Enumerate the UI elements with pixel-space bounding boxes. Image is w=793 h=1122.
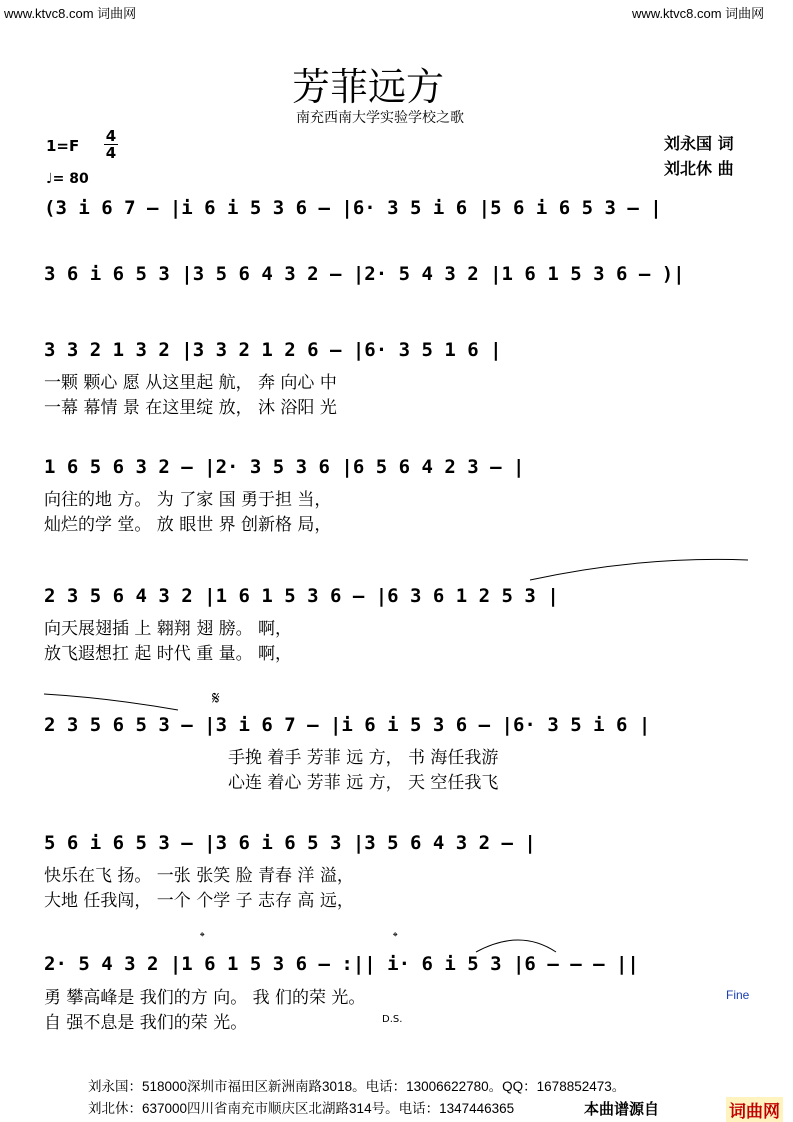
lyricist-credit: 刘永国 词 xyxy=(664,134,734,153)
score-row-8: 2· 5 4 3 2 |1 6 1 5 3 6 – :|| i· 6 i 5 3 |6 – – – || xyxy=(44,953,639,975)
song-title: 芳菲远方 xyxy=(292,65,445,109)
footer-contact-lyricist: 刘永国：518000深圳市福田区新洲南路3018。电话：13006622780。QQ：1678852473。 xyxy=(88,1079,626,1094)
song-subtitle: 南充西南大学实验学校之歌 xyxy=(296,110,464,126)
long-slur-row-6 xyxy=(44,694,178,710)
footer-contact-composer: 刘北休：637000四川省南充市顺庆区北湖路314号。电话：1347446365 xyxy=(88,1101,515,1116)
watermark-right: www.ktvc8.com 词曲网 xyxy=(632,6,765,21)
time-bottom: 4 xyxy=(105,144,117,162)
watermark-left: www.ktvc8.com 词曲网 xyxy=(4,6,137,21)
composer-credit: 刘北休 曲 xyxy=(664,159,734,178)
fine-mark: Fine xyxy=(726,988,750,1002)
score-row-7: 5 6 i 6 5 3 – |3 6 i 6 5 3 |3 5 6 4 3 2 – | xyxy=(44,832,536,854)
quarter-note-icon: ♩ xyxy=(46,171,53,187)
segno-sign: 𝄋 xyxy=(212,688,220,709)
coda-sign-1: 𝄌 xyxy=(200,930,205,945)
lyric-row-3-verse-2: 一幕 幕情 景 在这里绽 放， 沐 浴阳 光 xyxy=(44,398,337,418)
lyric-row-8-verse-1: 勇 攀高峰是 我们的方 向。 我 们的荣 光。 xyxy=(44,988,366,1008)
lyric-row-4-verse-1: 向往的地 方。 为 了家 国 勇于担 当， xyxy=(44,490,332,510)
lyric-row-6-verse-1: 手挽 着手 芳菲 远 方， 书 海任我游 xyxy=(228,748,499,768)
score-row-1: (3 i 6 7 – |i 6 i 5 3 6 – |6· 3 5 i 6 |5 6 i 6 5 3 – | xyxy=(44,197,662,219)
lyric-row-8-verse-2: 自 强不息是 我们的荣 光。 xyxy=(44,1013,248,1033)
score-row-6: 2 3 5 6 5 3 – |3 i 6 7 – |i 6 i 5 3 6 – |6· 3 5 i 6 | xyxy=(44,714,651,736)
tempo-value: = 80 xyxy=(52,171,89,187)
source-label: 本曲谱源自 xyxy=(584,1100,660,1118)
brand-logo[interactable]: 词曲网 xyxy=(726,1097,783,1122)
lyric-row-5-verse-2: 放飞遐想扛 起 时代 重 量。 啊， xyxy=(44,644,293,664)
lyric-row-7-verse-1: 快乐在飞 扬。 一张 张笑 脸 青春 洋 溢， xyxy=(44,866,354,886)
coda-sign-2: 𝄌 xyxy=(393,930,398,945)
lyric-row-6-verse-2: 心连 着心 芳菲 远 方， 天 空任我飞 xyxy=(228,773,499,793)
dal-segno-mark: D.S. xyxy=(382,1014,403,1025)
lyric-row-4-verse-2: 灿烂的学 堂。 放 眼世 界 创新格 局， xyxy=(44,515,332,535)
lyric-row-7-verse-2: 大地 任我闯， 一个 个学 子 志存 高 远， xyxy=(44,891,354,911)
lyric-row-3-verse-1: 一颗 颗心 愿 从这里起 航， 奔 向心 中 xyxy=(44,373,337,393)
lyric-row-5-verse-1: 向天展翅插 上 翱翔 翅 膀。 啊， xyxy=(44,619,293,639)
score-row-2: 3 6 i 6 5 3 |3 5 6 4 3 2 – |2· 5 4 3 2 |1 6 1 5 3 6 – )| xyxy=(44,263,685,285)
score-row-3: 3 3 2 1 3 2 |3 3 2 1 2 6 – |6· 3 5 1 6 | xyxy=(44,339,502,361)
key-signature: 1=F xyxy=(46,137,80,155)
long-slur-row-5 xyxy=(530,559,748,580)
score-row-4: 1 6 5 6 3 2 – |2· 3 5 3 6 |6 5 6 4 2 3 – | xyxy=(44,456,525,478)
slur-row-8 xyxy=(476,940,556,952)
time-top: 4 xyxy=(105,127,117,145)
score-row-5: 2 3 5 6 4 3 2 |1 6 1 5 3 6 – |6 3 6 1 2 5 3 | xyxy=(44,585,559,607)
